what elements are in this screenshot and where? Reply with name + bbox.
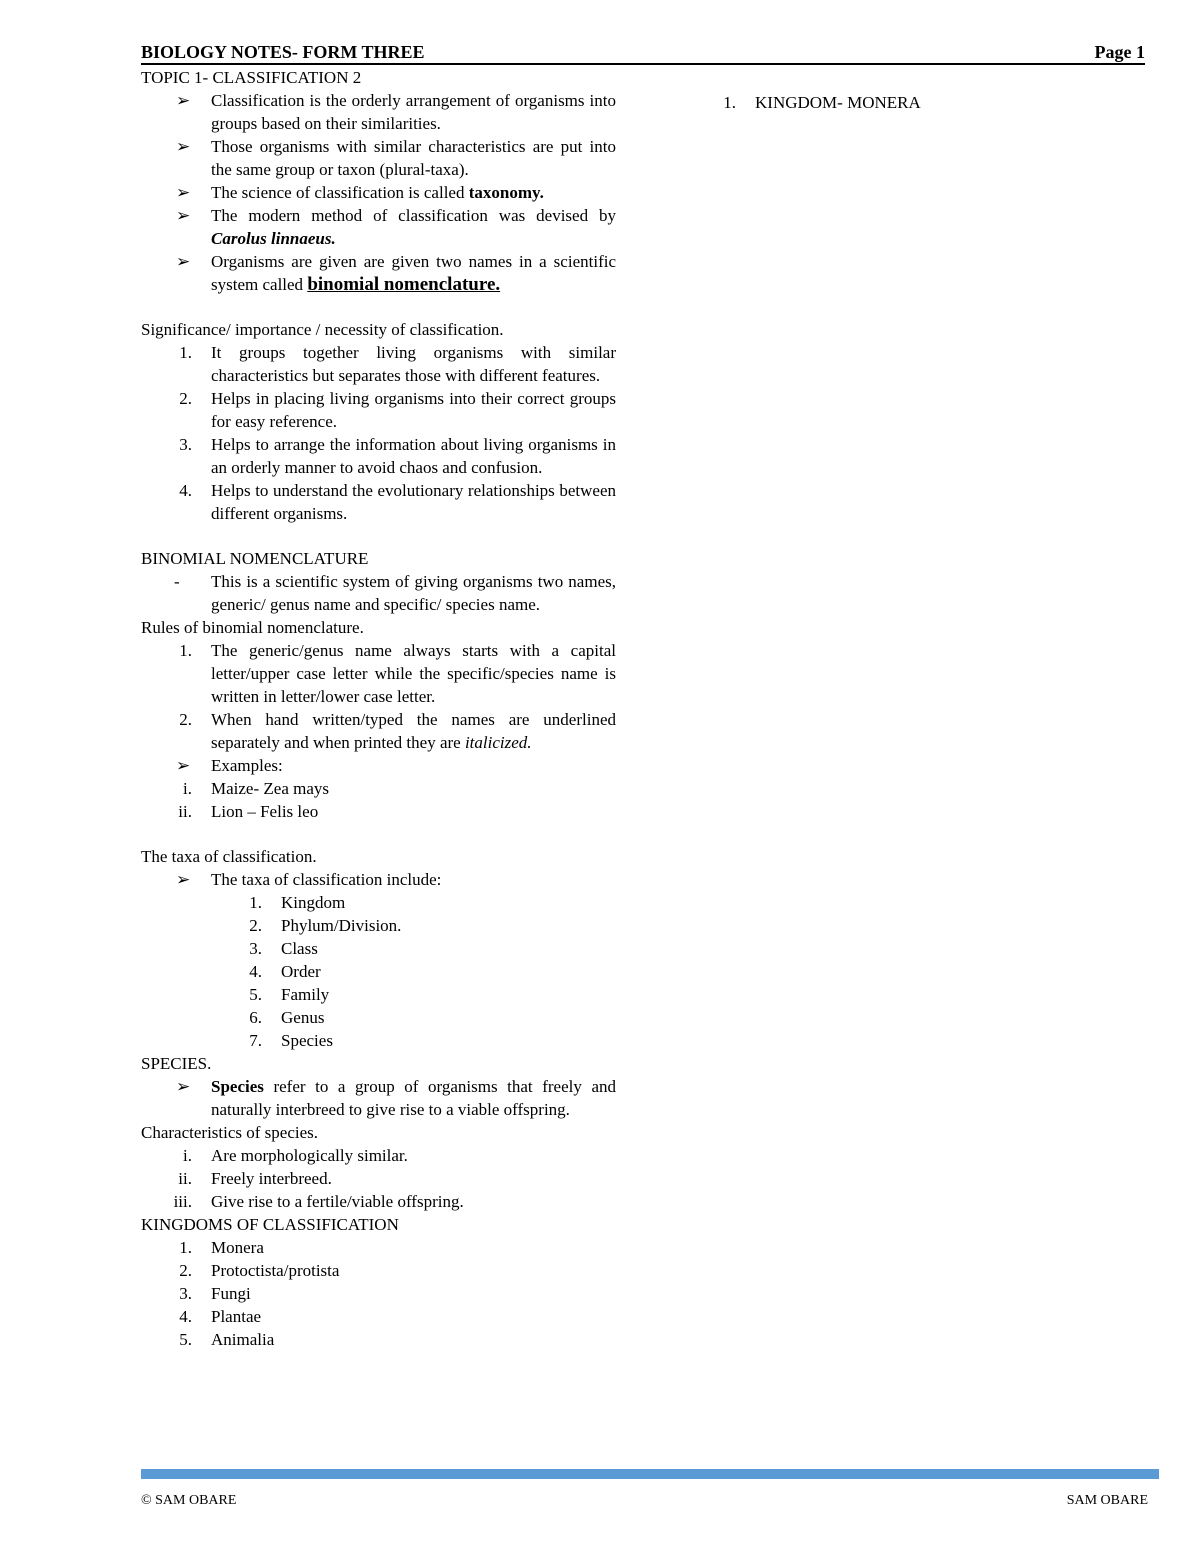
arrow-bullet-icon: ➢ [176, 91, 191, 110]
taxa-list [141, 891, 616, 1052]
rules-list [141, 639, 616, 823]
right-column [720, 91, 1140, 114]
list-number: 6. [249, 1008, 262, 1027]
definition-text: This is a scientific system of giving organisms two names, generic/ genus name and specific/ species name. [211, 572, 616, 614]
italic-term: italicized. [464, 733, 532, 752]
taxa-heading: The taxa of classification. [141, 847, 317, 866]
binomial-heading: BINOMIAL NOMENCLATURE [141, 549, 369, 568]
list-item [141, 479, 616, 525]
list-item [720, 91, 1140, 114]
list-item-text: Class [281, 939, 318, 958]
list-item [141, 868, 616, 891]
dash-bullet-icon: - [174, 572, 180, 591]
list-item [141, 639, 616, 708]
list-item [141, 1282, 616, 1305]
arrow-bullet-icon: ➢ [176, 206, 191, 225]
list-item-text: Examples: [211, 756, 283, 775]
list-item-text: Genus [281, 1008, 325, 1027]
list-item [141, 1075, 616, 1121]
list-number: 2. [249, 916, 262, 935]
arrow-bullet-icon: ➢ [176, 137, 191, 156]
list-item [141, 204, 616, 250]
rules-heading: Rules of binomial nomenclature. [141, 618, 364, 637]
list-number: 3. [249, 939, 262, 958]
list-item [141, 983, 616, 1006]
list-number: iii. [173, 1192, 192, 1211]
list-item-text: Plantae [211, 1307, 262, 1326]
list-number: 2. [179, 1261, 192, 1280]
list-item-text: Animalia [211, 1330, 275, 1349]
list-item-text: Helps to understand the evolutionary relationships between different organisms. [211, 481, 616, 523]
list-item [141, 250, 616, 296]
list-number: 2. [179, 389, 192, 408]
list-item-text: Monera [211, 1238, 264, 1257]
footer-copyright: © SAM OBARE [141, 1493, 237, 1508]
footer-bar [141, 1469, 1159, 1479]
list-number: 5. [179, 1330, 192, 1349]
list-item-text: Fungi [211, 1284, 251, 1303]
list-item-text: Helps to arrange the information about living organisms in an orderly manner to avoid chaos and confusion. [211, 435, 616, 477]
list-item [141, 777, 616, 800]
list-item [141, 433, 616, 479]
arrow-bullet-icon: ➢ [176, 1077, 191, 1096]
arrow-bullet-icon: ➢ [176, 252, 191, 271]
arrow-bullet-icon: ➢ [176, 756, 191, 775]
list-item-text: Family [281, 985, 330, 1004]
list-number: 1. [179, 343, 192, 362]
list-item-text: Phylum/Division. [281, 916, 402, 935]
list-number: 1. [179, 641, 192, 660]
list-item-text: Give rise to a fertile/viable offspring. [211, 1192, 464, 1211]
list-item [141, 181, 616, 204]
list-number: 7. [249, 1031, 262, 1050]
list-item [141, 891, 616, 914]
list-item-text: The modern method of classification was devised by [211, 206, 616, 225]
left-column [141, 66, 616, 1351]
list-item [141, 1259, 616, 1282]
list-number: ii. [178, 1169, 192, 1188]
list-item [141, 1006, 616, 1029]
kingdoms-list [141, 1236, 616, 1351]
list-item [141, 135, 616, 181]
list-item-text: Order [281, 962, 321, 981]
list-number: 4. [179, 481, 192, 500]
list-item [141, 1236, 616, 1259]
characteristics-heading: Characteristics of species. [141, 1123, 319, 1142]
page-header [141, 42, 1145, 65]
list-item-text: Are morphologically similar. [211, 1146, 408, 1165]
list-item [141, 960, 616, 983]
list-item-text: Maize- Zea mays [211, 779, 329, 798]
list-item-text: Species [281, 1031, 333, 1050]
list-number: ii. [178, 802, 192, 821]
list-number: 1. [179, 1238, 192, 1257]
list-number: 5. [249, 985, 262, 1004]
list-item [141, 1144, 616, 1167]
list-number: 2. [179, 710, 192, 729]
list-number: 1. [249, 893, 262, 912]
footer-author: SAM OBARE [1066, 1493, 1148, 1508]
underlined-term: binomial nomenclature. [307, 274, 501, 295]
kingdoms-heading: KINGDOMS OF CLASSIFICATION [141, 1215, 399, 1234]
topic-heading: TOPIC 1- CLASSIFICATION 2 [141, 68, 362, 87]
arrow-bullet-icon: ➢ [176, 870, 191, 889]
list-item-text: Those organisms with similar characteristics are put into the same group or taxon (plural-taxa). [211, 137, 616, 179]
list-item [141, 387, 616, 433]
species-heading: SPECIES. [141, 1054, 212, 1073]
list-item [141, 800, 616, 823]
list-item [141, 937, 616, 960]
list-item [141, 914, 616, 937]
list-item-text: The taxa of classification include: [211, 870, 442, 889]
list-item [141, 1167, 616, 1190]
bold-term: Species [211, 1077, 264, 1096]
list-number: 3. [179, 1284, 192, 1303]
significance-heading: Significance/ importance / necessity of classification. [141, 320, 504, 339]
list-item-text: refer to a group of organisms that freely and naturally interbreed to give rise to a viable offspring. [211, 1077, 616, 1119]
list-item [141, 1029, 616, 1052]
list-item-text: Classification is the orderly arrangement of organisms into groups based on their similarities. [211, 91, 616, 133]
bold-italic-term: Carolus linnaeus. [211, 229, 336, 248]
list-item [141, 1190, 616, 1213]
list-item [141, 754, 616, 777]
arrow-bullet-icon: ➢ [176, 183, 191, 202]
list-item-text: It groups together living organisms with similar characteristics but separates those with different features. [211, 343, 616, 385]
list-item-text: When hand written/typed the names are underlined separately and when printed they are [211, 710, 616, 752]
list-item [141, 1328, 616, 1351]
list-number: 3. [179, 435, 192, 454]
list-number: 4. [249, 962, 262, 981]
list-number: i. [183, 1146, 192, 1165]
list-item-text: The generic/genus name always starts with a capital letter/upper case letter while the specific/species name is written in letter/lower case letter. [211, 641, 616, 706]
kingdom-monera-heading: KINGDOM- MONERA [755, 93, 921, 112]
definition-item [141, 570, 616, 616]
list-number: 1. [723, 93, 736, 112]
bold-term: taxonomy. [468, 183, 544, 202]
significance-list [141, 341, 616, 525]
list-item [141, 1305, 616, 1328]
list-item-text: Lion – Felis leo [211, 802, 319, 821]
list-item [141, 89, 616, 135]
list-item [141, 341, 616, 387]
list-item-text: The science of classification is called [211, 183, 469, 202]
list-number: 4. [179, 1307, 192, 1326]
list-item-text: Freely interbreed. [211, 1169, 332, 1188]
list-item-text: Organisms are given are given two names in a scientific system called [211, 252, 616, 294]
list-item [141, 708, 616, 754]
list-item-text: Helps in placing living organisms into their correct groups for easy reference. [211, 389, 616, 431]
list-item-text: Kingdom [281, 893, 346, 912]
page-number: Page 1 [1094, 42, 1145, 62]
intro-bullet-list [141, 89, 616, 296]
characteristics-list [141, 1144, 616, 1213]
document-title: BIOLOGY NOTES- FORM THREE [141, 42, 425, 62]
list-item-text: Protoctista/protista [211, 1261, 340, 1280]
list-number: i. [183, 779, 192, 798]
